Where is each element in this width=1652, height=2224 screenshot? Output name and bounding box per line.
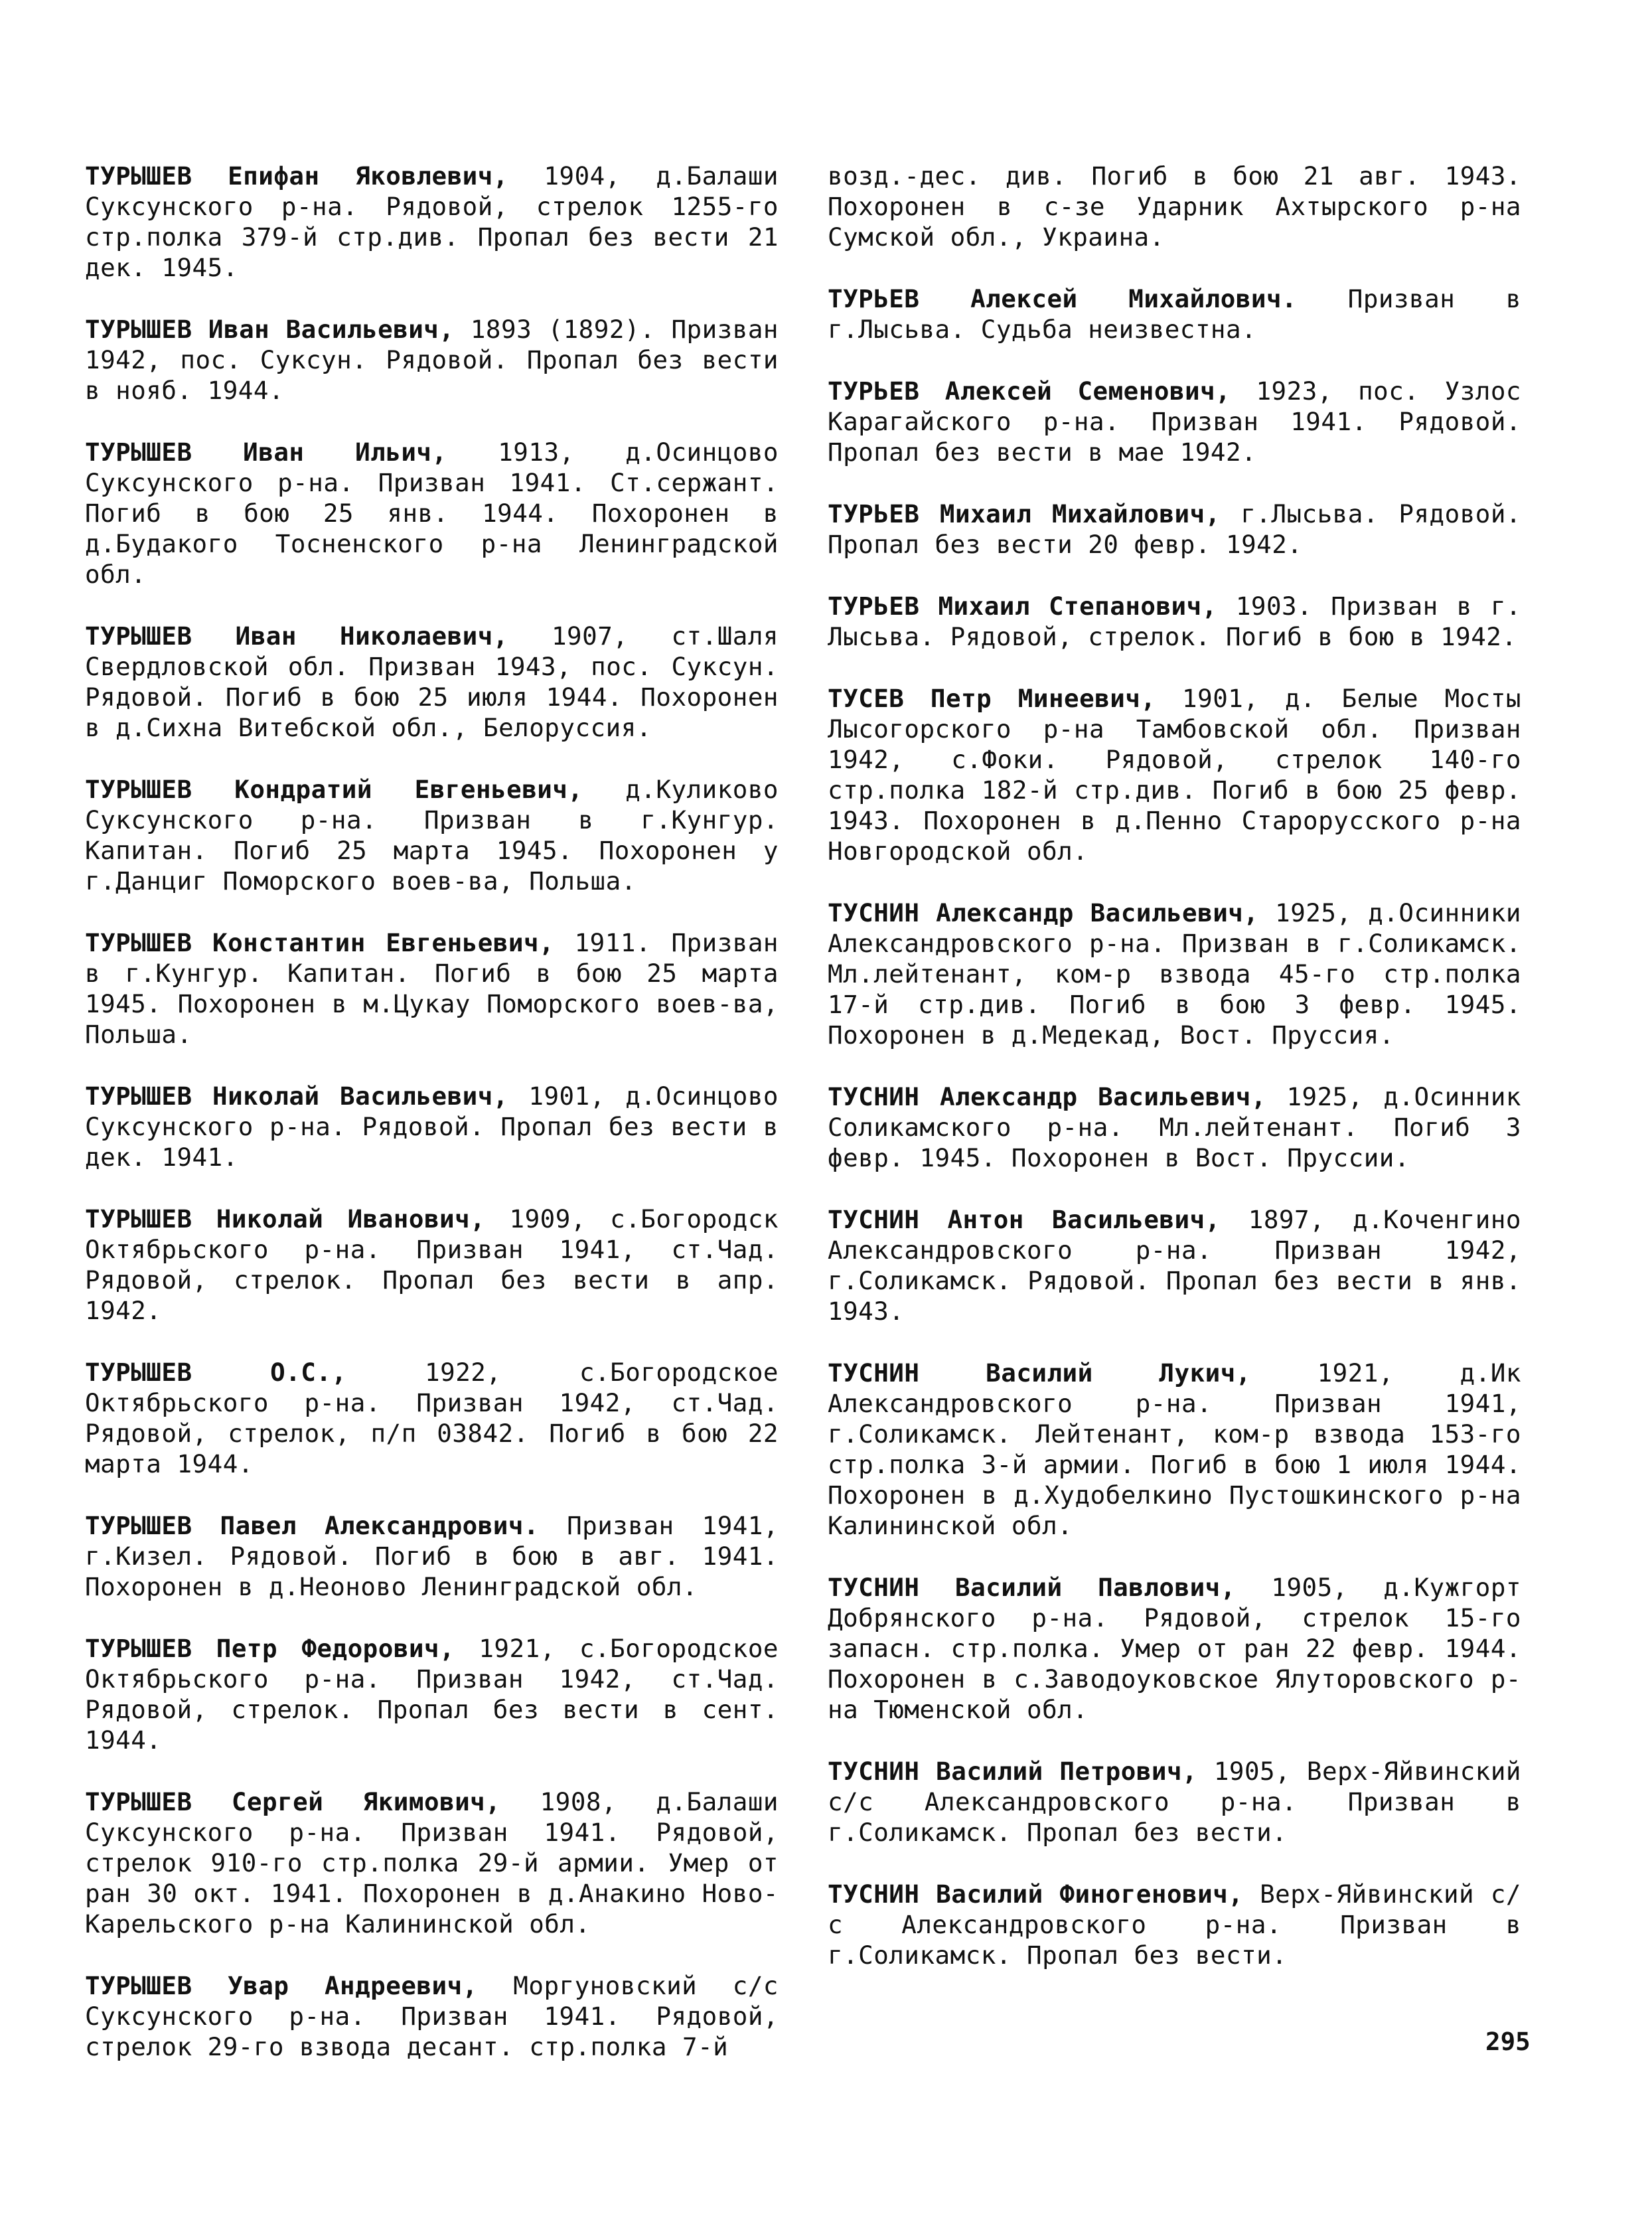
entry [85,437,779,590]
entry-text: г.Лысьва. Рядовой. Пропал без вести 20 февр. 1942. [828,499,1522,559]
entry-name: ТУРЬЕВ Алексей Михайлович. [828,284,1298,313]
entry-text: 1893 (1892). Призван 1942, пос. Суксун. Рядовой. Пропал без вести в нояб. 1944. [85,315,779,405]
entry-name: ТУРЫШЕВ Епифан Яковлевич, [85,161,508,191]
entry-text: 1925, д.Осинник Соликамского р-на. Мл.лейтенант. Погиб 3 февр. 1945. Похоронен в Вост. Пруссии. [828,1082,1522,1172]
entry-name: ТУСНИН Василий Петрович, [828,1757,1198,1786]
entry [85,1357,779,1479]
entry-text: 1913, д.Осинцово Суксунского р-на. Призван 1941. Ст.сержант. Погиб в бою 25 янв. 1944. Похоронен в д.Будакого Тосненского р-на Ленинградской обл. [85,437,779,589]
entry-name: ТУРЬЕВ Алексей Семенович, [828,376,1231,406]
entry [828,591,1521,652]
entry-text: 1911. Призван в г.Кунгур. Капитан. Погиб в бою 25 марта 1945. Похоронен в м.Цукау Поморского воев-ва, Польша. [85,928,779,1049]
entry-name: ТУРЫШЕВ Петр Федорович, [85,1634,455,1663]
entry-text: 1903. Призван в г. Лысьва. Рядовой, стрелок. Погиб в бою в 1942. [828,592,1521,651]
entry [85,774,779,896]
entry [828,1204,1521,1326]
entry [828,1358,1521,1541]
entry [85,1204,779,1326]
entry [828,1879,1521,1970]
entry-text: Призван 1941, г.Кизел. Рядовой. Погиб в бою в авг. 1941. Похоронен в д.Неоново Ленинградской обл. [85,1511,779,1601]
entry-text: 1907, ст.Шаля Свердловской обл. Призван 1943, пос. Суксун. Рядовой. Погиб в бою 25 июля 1944. Похоронен в д.Сихна Витебской обл., Белоруссия. [85,621,779,742]
entry-text: 1904, д.Балаши Суксунского р-на. Рядовой, стрелок 1255-го стр.полка 379-й стр.див. Пропал без вести 21 дек. 1945. [85,161,779,282]
entry [828,1572,1521,1725]
entry-text: 1905, д.Кужгорт Добрянского р-на. Рядовой, стрелок 15-го запасн. стр.полка. Умер от ран 22 февр. 1944. Похоронен в с.Заводоуковское Ялуторовского р-на Тюменской обл. [828,1573,1522,1724]
entry-text: 1921, с.Богородское Октябрьского р-на. Призван 1942, ст.Чад. Рядовой, стрелок. Пропал без вести в сент. 1944. [85,1634,779,1755]
left-column [85,161,779,2093]
entry [85,314,779,406]
entry [828,683,1521,866]
page-number: 295 [1485,2027,1531,2056]
entry-text: 1901, д. Белые Мосты Лысогорского р-на Тамбовской обл. Призван 1942, с.Фоки. Рядовой, стрелок 140-го стр.полка 182-й стр.див. Погиб в бою 25 февр. 1943. Похоронен в д.Пенно Старорусского р-на Новгородской обл. [828,684,1521,866]
entry-name: ТУРЬЕВ Михаил Михайлович, [828,499,1221,528]
entry [828,283,1521,345]
entry [828,1081,1521,1173]
entry-text: 1908, д.Балаши Суксунского р-на. Призван 1941. Рядовой, стрелок 910-го стр.полка 29-й армии. Умер от ран 30 окт. 1941. Похоронен в д.Анакино Ново-Карельского р-на Калининской обл. [85,1787,779,1939]
entry-name: ТУСЕВ Петр Минеевич, [828,684,1156,713]
entry-text: 1897, д.Коченгино Александровского р-на. Призван 1942, г.Соликамск. Рядовой. Пропал без вести в янв. 1943. [828,1205,1521,1326]
entry-text: 1921, д.Ик Александровского р-на. Призван 1941, г.Соликамск. Лейтенант, ком-р взвода 153-го стр.полка 3-й армии. Погиб в бою 1 июля 1944. Похоронен в д.Худобелкино Пустошкинского р-на Калининской обл. [828,1358,1521,1540]
entry [828,499,1521,560]
entry-name: ТУРЫШЕВ Павел Александрович. [85,1511,540,1540]
entry-name: ТУСНИН Александр Васильевич, [828,1082,1266,1111]
entry-text: Моргуновский с/с Суксунского р-на. Призван 1941. Рядовой, стрелок 29-го взвода десант. стр.полка 7-й [85,1971,779,2061]
entry-name: ТУРЫШЕВ Иван Васильевич, [85,315,455,344]
entry-name: ТУСНИН Василий Павлович, [828,1573,1236,1602]
entry-name: ТУРЫШЕВ Кондратий Евгеньевич, [85,775,583,804]
entry-name: ТУРЫШЕВ Сергей Якимович, [85,1787,501,1816]
entry-name: ТУРЫШЕВ Николай Васильевич, [85,1081,508,1111]
entry [828,898,1521,1050]
entry-name: ТУРЫШЕВ Иван Николаевич, [85,621,508,651]
entry-name: ТУРЫШЕВ О.С., [85,1358,347,1387]
entry [828,376,1521,467]
entry-text: 1901, д.Осинцово Суксунского р-на. Рядовой. Пропал без вести в дек. 1941. [85,1081,779,1172]
entry [85,927,779,1050]
entry [85,1787,779,1939]
entry-text: 1909, с.Богородск Октябрьского р-на. Призван 1941, ст.Чад. Рядовой, стрелок. Пропал без вести в апр. 1942. [85,1204,779,1325]
entry-name: ТУСНИН Антон Васильевич, [828,1205,1221,1234]
entry-text: возд.-дес. див. Погиб в бою 21 авг. 1943. Похоронен в с-зе Ударник Ахтырского р-на Сумской обл., Украина. [828,161,1521,252]
entry-text: Призван в г.Лысьва. Судьба неизвестна. [828,284,1521,344]
entry-text: 1922, с.Богородское Октябрьского р-на. Призван 1942, ст.Чад. Рядовой, стрелок, п/п 03842. Погиб в бою 22 марта 1944. [85,1358,779,1478]
entry-name: ТУРЫШЕВ Николай Иванович, [85,1204,486,1233]
entry-text: Верх-Яйвинский с/с Александровского р-на. Призван в г.Соликамск. Пропал без вести. [828,1879,1522,1970]
entry-name: ТУРЫШЕВ Увар Андреевич, [85,1971,478,2000]
entry [85,1633,779,1755]
entry-name: ТУСНИН Василий Финогенович, [828,1879,1244,1909]
entry-name: ТУСНИН Александр Васильевич, [828,898,1259,927]
entry-name: ТУСНИН Василий Лукич, [828,1358,1251,1388]
entry-name: ТУРЬЕВ Михаил Степанович, [828,592,1217,621]
entry [85,621,779,743]
entry-text: д.Куликово Суксунского р-на. Призван в г.Кунгур. Капитан. Погиб 25 марта 1945. Похоронен у г.Данциг Поморского воев-ва, Польша. [85,775,779,896]
entry [85,1510,779,1602]
entry-text: 1905, Верх-Яйвинский с/с Александровского р-на. Призван в г.Соликамск. Пропал без вести. [828,1757,1521,1847]
entry-text: 1923, пос. Узлос Карагайского р-на. Призван 1941. Рядовой. Пропал без вести в мае 1942. [828,376,1521,467]
entry-continuation [828,161,1521,252]
entry-text: 1925, д.Осинники Александровского р-на. Призван в г.Соликамск. Мл.лейтенант, ком-р взвода 45-го стр.полка 17-й стр.див. Погиб в бою 3 февр. 1945. Похоронен в д.Медекад, Вост. Пруссия. [828,898,1522,1050]
right-column [828,161,1521,2002]
entry [828,1756,1521,1848]
entry [85,1970,779,2062]
entry-name: ТУРЫШЕВ Иван Ильич, [85,437,447,467]
entry [85,161,779,283]
entry [85,1081,779,1172]
entry-name: ТУРЫШЕВ Константин Евгеньевич, [85,928,555,957]
